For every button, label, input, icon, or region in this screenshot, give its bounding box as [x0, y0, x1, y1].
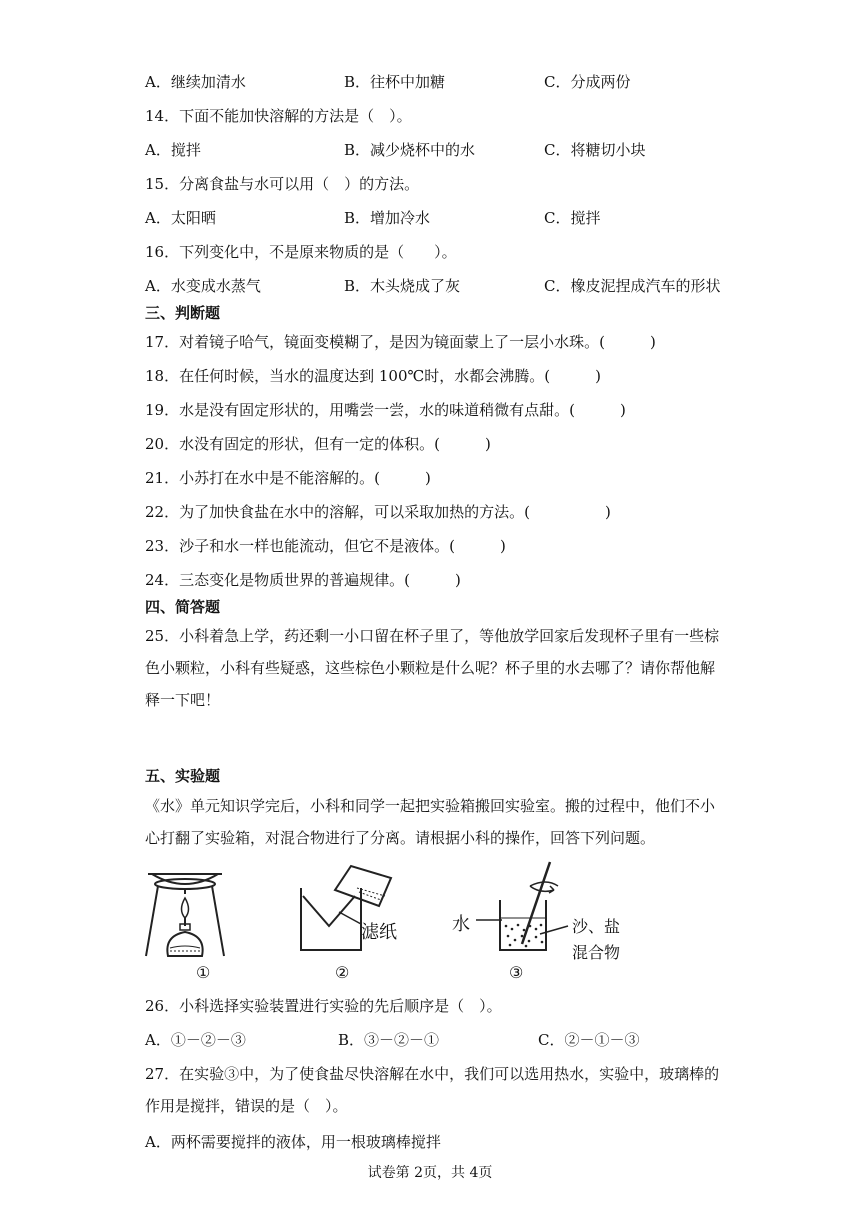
q26-option-b: B．③－②－①	[338, 1031, 440, 1049]
q26-stem: 26．小科选择实验装置进行实验的先后顺序是（ ）。	[145, 997, 502, 1015]
q16-option-b: B．木头烧成了灰	[344, 277, 461, 295]
judge-item-17: 17．对着镜子哈气，镜面变模糊了，是因为镜面蒙上了一层小水珠。( )	[145, 333, 656, 351]
figure-number-1: ①	[196, 963, 211, 982]
q16-option-c: C．橡皮泥捏成汽车的形状	[544, 277, 721, 295]
judge-item-23: 23．沙子和水一样也能流动，但它不是液体。( )	[145, 537, 506, 555]
judge-item-20: 20．水没有固定的形状，但有一定的体积。( )	[145, 435, 491, 453]
evaporation-drawing	[140, 860, 230, 970]
q15-option-a: A．太阳晒	[145, 209, 216, 227]
judge-item-22: 22．为了加快食盐在水中的溶解，可以采取加热的方法。( )	[145, 503, 611, 521]
q25-text: 25．小科着急上学，药还剩一小口留在杯子里了，等他放学回家后发现杯子里有一些棕色小颗粒，小科有些疑惑，这些棕色小颗粒是什么呢？杯子里的水去哪了？请你帮他解释一下吧！	[145, 627, 720, 709]
judge-item-21: 21．小苏打在水中是不能溶解的。( )	[145, 469, 431, 487]
q27-option-a: A．两杯需要搅拌的液体，用一根玻璃棒搅拌	[145, 1133, 441, 1151]
judge-item-24: 24．三态变化是物质世界的普遍规律。( )	[145, 571, 461, 589]
dissolving-drawing	[470, 856, 570, 956]
q14-stem: 14．下面不能加快溶解的方法是（ ）。	[145, 107, 412, 125]
q13-option-c: C．分成两份	[544, 73, 631, 91]
q27-stem: 27．在实验③中，为了使食盐尽快溶解在水中，我们可以选用热水，实验中，玻璃棒的作用是搅拌，错误的是（ ）。	[145, 1065, 720, 1115]
experiment-intro: 《水》单元知识学完后，小科和同学一起把实验箱搬回实验室。搬的过程中，他们不小心打翻了实验箱，对混合物进行了分离。请根据小科的操作，回答下列问题。	[145, 797, 716, 847]
judge-item-19: 19．水是没有固定形状的，用嘴尝一尝，水的味道稍微有点甜。( )	[145, 401, 626, 419]
q15-stem: 15．分离食盐与水可以用（ ）的方法。	[145, 175, 420, 193]
q13-option-a: A．继续加清水	[145, 73, 246, 91]
apparatus-dissolving-figure	[470, 856, 570, 956]
apparatus-evaporation-figure	[140, 860, 230, 970]
q14-option-b: B．减少烧杯中的水	[344, 141, 476, 159]
filter-paper-label: 滤纸	[361, 922, 397, 943]
water-label: 水	[452, 914, 470, 935]
filtration-drawing	[295, 860, 405, 960]
q15-option-b: B．增加冷水	[344, 209, 431, 227]
section-3-heading: 三、判断题	[145, 304, 221, 322]
q15-option-c: C．搅拌	[544, 209, 601, 227]
q14-option-a: A．搅拌	[145, 141, 201, 159]
q26-option-c: C．②－①－③	[538, 1031, 640, 1049]
mixture-label-line-1: 沙、盐	[572, 917, 621, 936]
judge-item-18: 18．在任何时候，当水的温度达到 100℃时，水都会沸腾。( )	[145, 367, 601, 385]
page-footer: 试卷第 2页，共 4页	[367, 1165, 493, 1181]
apparatus-filtration-figure	[295, 860, 405, 960]
section-4-heading: 四、简答题	[145, 598, 221, 616]
q16-stem: 16．下列变化中，不是原来物质的是（ ）。	[145, 243, 457, 261]
q14-option-c: C．将糖切小块	[544, 141, 646, 159]
q26-option-a: A．①－②－③	[145, 1031, 246, 1049]
q13-option-b: B．往杯中加糖	[344, 73, 446, 91]
figure-number-3: ③	[509, 963, 524, 982]
mixture-label-line-2: 混合物	[572, 943, 621, 962]
q16-option-a: A．水变成水蒸气	[145, 277, 261, 295]
section-5-heading: 五、实验题	[145, 767, 221, 785]
figure-number-2: ②	[335, 963, 350, 982]
